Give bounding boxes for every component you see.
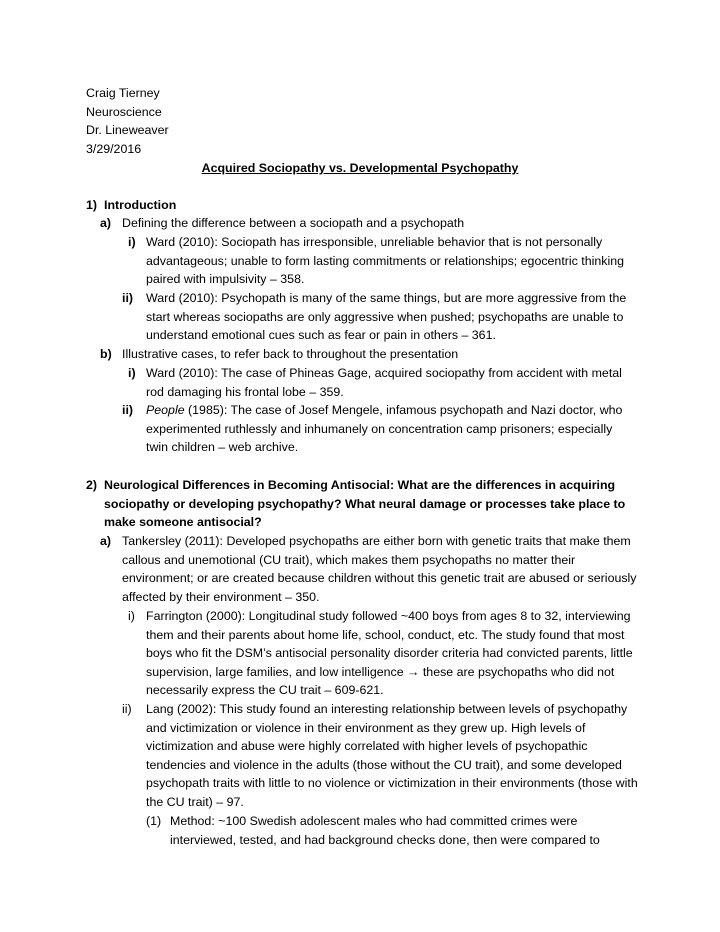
outline-letter: a) (100, 216, 112, 230)
outline-text: Lang (2002): This study found an interesting relationship between levels of psychopathy and victimization or violence in their environment as they grew up. High levels of victimization and abuse were highly correlated with higher levels of psychopathic tendencies and violence in the adults (those without the CU trait), and some developed psychopath traits with little to no violence or victimization in their environments (those with the CU trait) – 97. (146, 702, 638, 809)
author-name: Craig Tierney (86, 86, 160, 100)
outline-roman: ii) (122, 702, 132, 716)
instructor-name: Dr. Lineweaver (86, 123, 169, 138)
outline-roman: ii) (122, 291, 134, 305)
outline-number: 1) (86, 198, 98, 212)
course-name: Neuroscience (86, 104, 162, 119)
outline-text: Tankersley (2011): Developed psychopaths are either born with genetic traits that make them callous and unemotional (CU trait), which makes them psychopaths no matter their environment; or are created because children without this genetic trait are abused or seriously affected by their environment – 350. (122, 534, 637, 604)
outline-text: Illustrative cases, to refer back to throughout the presentation (122, 347, 459, 361)
outline-number: 2) (86, 478, 98, 492)
document-date: 3/29/2016 (86, 141, 142, 156)
outline-letter: b) (100, 347, 112, 361)
outline-text: Ward (2010): Psychopath is many of the same things, but are more aggressive from the start whereas sociopaths are only aggressive when pushed; psychopaths are unable to understand emotional cues such as fear or pain in others – 361. (146, 291, 627, 343)
outline-paren-number: (1) (146, 814, 162, 828)
outline-letter: a) (100, 534, 112, 548)
outline-text: Farrington (2000): Longitudinal study followed ~400 boys from ages 8 to 32, interviewing them and their parents about home life, school, conduct, etc. The study found that most boys who fit the DSM’s antisocial personality disorder criteria had convicted parents, little supervision, large families, and low intelligence → these are psychopaths who did not necessarily express the CU trait – 609-621. (146, 609, 633, 698)
outline-text: People (1985): The case of Josef Mengele, infamous psychopath and Nazi doctor, who experimented ruthlessly and inhumanely on concentration camp prisoners; especially twin children – web archive. (146, 403, 623, 455)
document-header (86, 84, 169, 158)
outline-roman: i) (128, 366, 136, 380)
outline-roman: i) (128, 235, 136, 249)
outline-heading: Introduction (104, 198, 177, 212)
outline-text: Method: ~100 Swedish adolescent males who had committed crimes were interviewed, tested, and had background checks done, then were compared to (170, 814, 600, 847)
outline-roman: i) (128, 609, 135, 623)
outline-text: Ward (2010): Sociopath has irresponsible, unreliable behavior that is not personally advantageous; unable to form lasting commitments or relationships; egocentric thinking paired with impulsivity – 358. (146, 235, 624, 287)
document-title: Acquired Sociopathy vs. Developmental Psychopathy (201, 161, 519, 175)
outline-roman: ii) (122, 403, 134, 417)
outline-heading: Neurological Differences in Becoming Antisocial: What are the differences in acquiring sociopathy or developing psychopathy? What neural damage or processes take place to make someone antisocial? (104, 478, 626, 530)
source-title: People (146, 403, 185, 417)
outline-text: Defining the difference between a sociopath and a psychopath (122, 216, 465, 230)
outline-text: Ward (2010): The case of Phineas Gage, acquired sociopathy from accident with metal rod damaging his frontal lobe – 359. (146, 366, 622, 399)
